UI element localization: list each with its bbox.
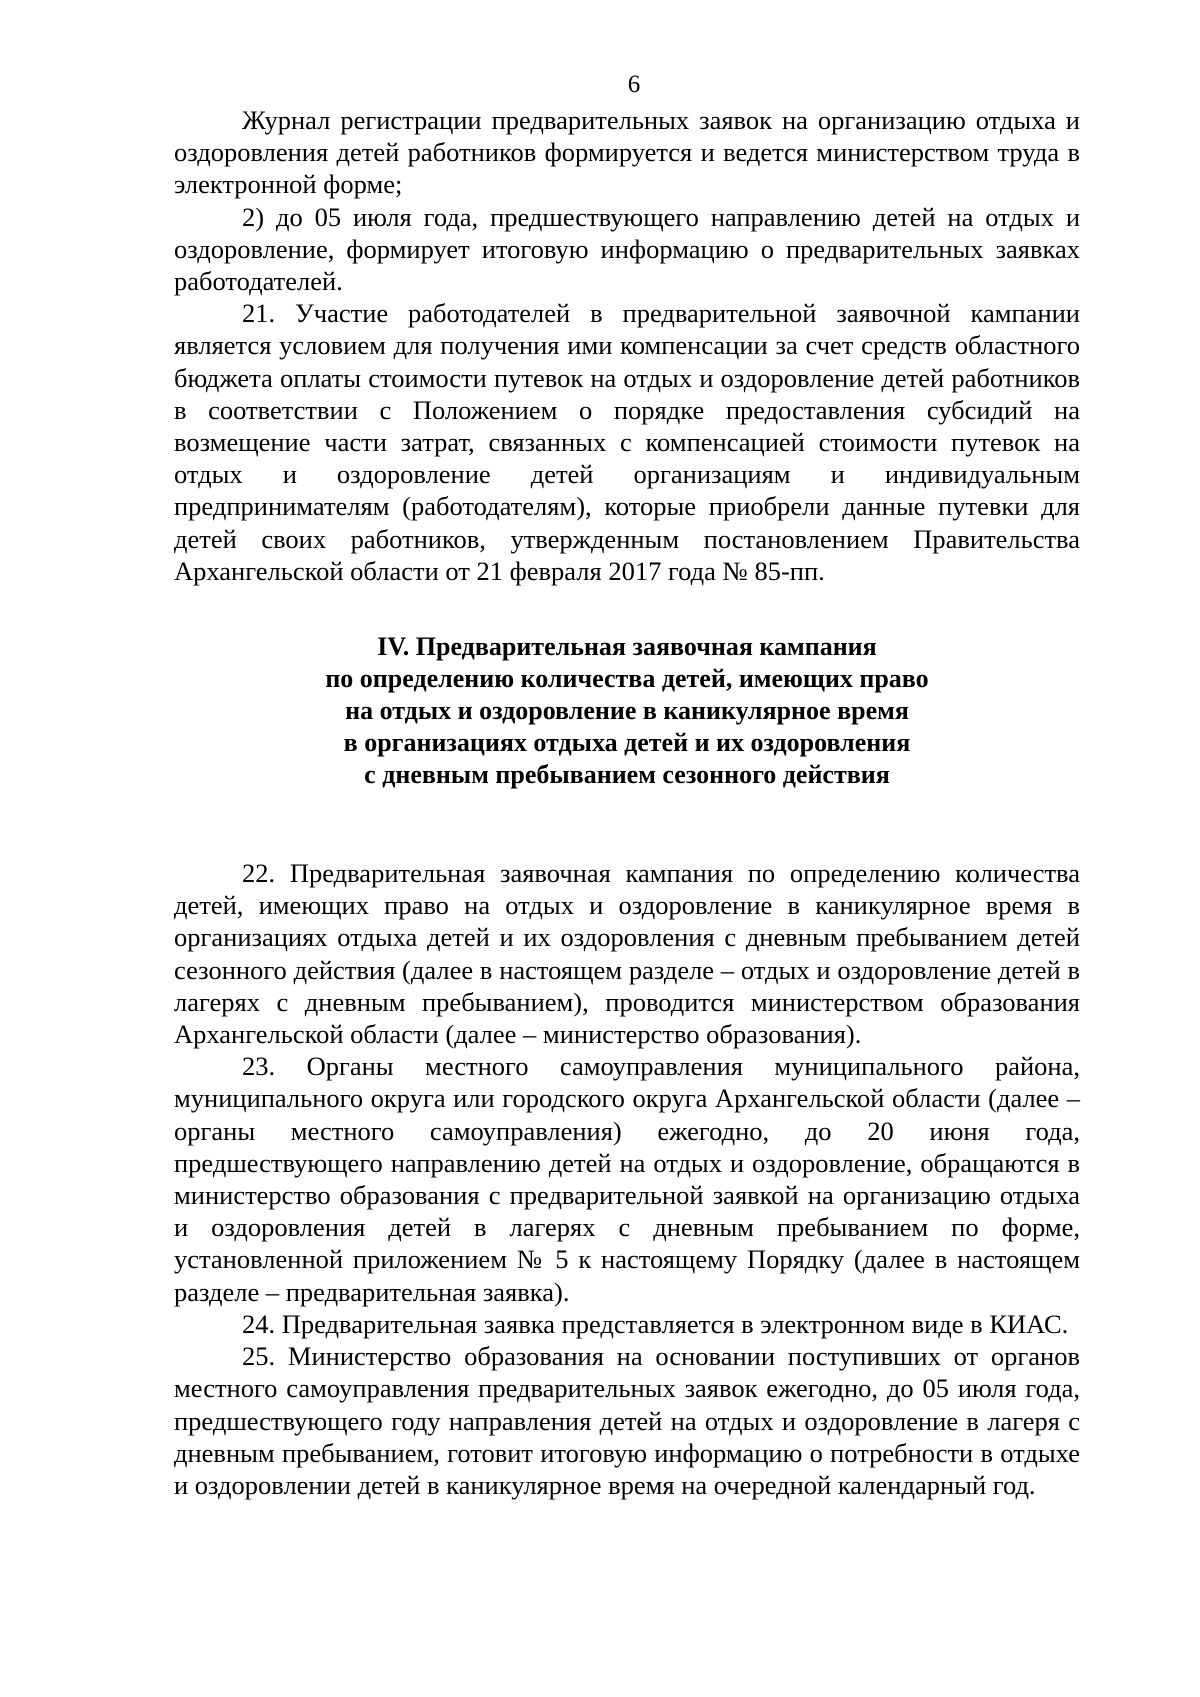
paragraph-22: 22. Предварительная заявочная кампания по определению количества детей, имеющих право на отдых и оздоровление в каникулярное время в организациях отдыха детей и их оздоровления с дневным пребыванием детей сезонного действия (далее в настоящем разделе – отдых и оздоровление детей в лагерях с дневным пребыванием), проводится министерством образования Архангельской области (далее – министерство образования). (174, 858, 1080, 1050)
paragraph-item-2: 2) до 05 июля года, предшествующего направлению детей на отдых и оздоровление, формирует итоговую информацию о предварительных заявках работодателей. (174, 201, 1080, 297)
section-heading-line: в организациях отдыха детей и их оздоровления (343, 728, 911, 758)
paragraph-journal: Журнал регистрации предварительных заявок на организацию отдыха и оздоровления детей работников формируется и ведется министерством труда в электронной форме; (174, 105, 1080, 200)
section-heading-line: с дневным пребыванием сезонного действия (364, 760, 890, 790)
paragraph-21: 21. Участие работодателей в предварительной заявочной кампании является условием для получения ими компенсации за счет средств областного бюджета оплаты стоимости путевок на отдых и оздоровление детей работников в соответствии с Положением о порядке предоставления субсидий на возмещение части затрат, связанных с компенсацией стоимости путевок на отдых и оздоровление детей организациям и индивидуальным предпринимателям (работодателям), которые приобрели данные путевки для детей своих работников, утвержденным постановлением Правительства Архангельской области от 21 февраля 2017 года № 85-пп. (174, 298, 1080, 586)
section-heading-line: IV. Предварительная заявочная кампания (377, 632, 877, 662)
paragraph-23: 23. Органы местного самоуправления муниципального района, муниципального округа или городского округа Архангельской области (далее – органы местного самоуправления) ежегодно, до 20 июня года, предшествующего направлению детей на отдых и оздоровление, обращаются в министерство образования с предварительной заявкой на организацию отдыха и оздоровления детей в лагерях с дневным пребыванием по форме, установленной приложением № 5 к настоящему Порядку (далее в настоящем разделе – предварительная заявка). (174, 1051, 1080, 1307)
section-heading-line: на отдых и оздоровление в каникулярное время (345, 696, 909, 726)
section-heading-line: по определению количества детей, имеющих право (325, 664, 929, 694)
section-heading (174, 631, 1080, 791)
page-number: 6 (627, 71, 641, 98)
paragraph-24: 24. Предварительная заявка представляется в электронном виде в КИАС. (242, 1308, 1069, 1339)
paragraph-25: 25. Министерство образования на основании поступивших от органов местного самоуправления предварительных заявок ежегодно, до 05 июля года, предшествующего году направления детей на отдых и оздоровление в лагеря с дневным пребыванием, готовит итоговую информацию о потребности в отдыхе и оздоровлении детей в каникулярное время на очередной календарный год. (174, 1341, 1080, 1500)
